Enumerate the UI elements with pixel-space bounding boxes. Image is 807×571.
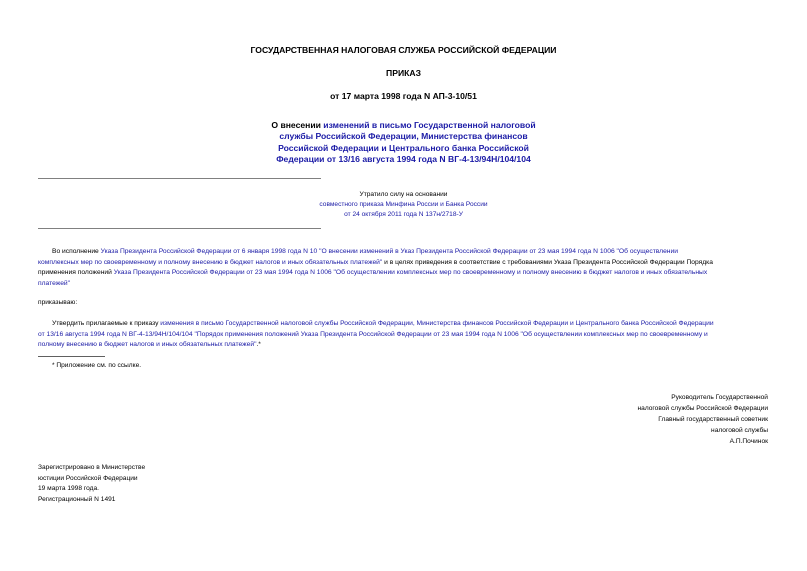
paragraph-order (38, 319, 770, 351)
doc-title-line3[interactable]: Российской Федерации и Центрального банка Российской (278, 142, 529, 153)
signature-block (560, 392, 768, 447)
order-line-2 (38, 330, 770, 341)
doc-type-heading: ПРИКАЗ (386, 68, 421, 78)
registration-line-3: 19 марта 1998 года. (38, 485, 99, 492)
repeal-notice (260, 190, 547, 220)
footnote: * Приложение см. по ссылке. (52, 362, 142, 369)
preamble-line-3 (38, 268, 770, 279)
footnote-divider (38, 356, 105, 357)
preamble-link-2[interactable]: комплексных мер по своевременному и полному внесению в бюджет налогов и иных обязательных платежей" (38, 258, 383, 266)
doc-title (200, 120, 607, 166)
signature-line-4: налоговой службы (711, 427, 768, 434)
doc-date-heading: от 17 марта 1998 года N АП-3-10/51 (330, 91, 477, 101)
order-link-1[interactable]: изменения в письмо Государственной налоговой службы Российской Федерации, Министерства финансов Российской Федерации и Центрального банка Российской Федерации (160, 320, 714, 327)
order-link-3[interactable]: полному внесению в бюджет налогов и иных обязательных платежей" (38, 341, 257, 349)
paragraph-preamble (38, 247, 770, 289)
doc-title-line2[interactable]: службы Российской Федерации, Министерства финансов (279, 131, 528, 142)
preamble-line-4 (38, 279, 770, 290)
repeal-line: Утратило силу на основании (359, 191, 448, 198)
registration-line-1: Зарегистрировано в Министерстве (38, 464, 146, 471)
preamble-link-1[interactable]: Указа Президента Российской Федерации от 6 января 1998 года N 10 "О внесении изменений в Указ Президента Российской Федерации от 23 мая 1994 года N 1006 "Об осуществлении (100, 248, 678, 255)
preamble-link-4[interactable]: платежей" (38, 279, 71, 287)
doc-title-line1 (200, 120, 607, 131)
preamble-text-2: и в целях приведения в соответствие с требованиями Указа Президента Российской Федерации Порядка (382, 258, 713, 266)
signature-line-2: налоговой службы Российской Федерации (637, 405, 768, 412)
preamble-line-2 (38, 258, 770, 269)
preamble-link-3[interactable]: Указа Президента Российской Федерации от 23 мая 1994 года N 1006 "Об осуществлении комплексных мер по своевременному и полному внесению в бюджет налогов и иных обязательных (113, 269, 708, 277)
repeal-link-2[interactable]: от 24 октября 2011 года N 137н/2718-У (344, 211, 463, 218)
order-line-1 (38, 319, 770, 330)
divider-bottom (38, 228, 321, 229)
orders-word: приказываю: (38, 299, 78, 306)
agency-heading: ГОСУДАРСТВЕННАЯ НАЛОГОВАЯ СЛУЖБА РОССИЙСКОЙ ФЕДЕРАЦИИ (250, 45, 557, 55)
divider-top (38, 178, 321, 179)
registration-line-2: юстиции Российской Федерации (38, 474, 138, 482)
preamble-line-1 (38, 247, 770, 258)
doc-title-prefix: О внесении (271, 120, 324, 130)
signature-line-1: Руководитель Государственной (671, 394, 768, 401)
order-text-3: .* (256, 341, 261, 349)
repeal-link-1[interactable]: совместного приказа Минфина России и Банка России (319, 201, 488, 208)
signature-name: А.П.Починок (729, 438, 768, 445)
order-line-3 (38, 340, 770, 351)
registration-line-4: Регистрационный N 1491 (38, 495, 116, 503)
order-link-2[interactable]: от 13/16 августа 1994 года N ВГ-4-13/94Н/104/104 "Порядок применения положений Указа Президента Российской Федерации от 23 мая 1994 года N 1006 "Об осуществлении комплексных мер по своевременному и (38, 330, 708, 338)
doc-title-line4[interactable]: Федерации от 13/16 августа 1994 года N ВГ-4-13/94Н/104/104 (276, 154, 531, 165)
preamble-text-3: применения положений (38, 269, 114, 277)
registration-block (38, 463, 288, 505)
preamble-text-1: Во исполнение (52, 248, 101, 255)
signature-line-3: Главный государственный советник (658, 416, 768, 423)
doc-title-link[interactable]: изменений в письмо Государственной налоговой (323, 120, 536, 130)
order-text-1: Утвердить прилагаемые к приказу (52, 320, 161, 327)
